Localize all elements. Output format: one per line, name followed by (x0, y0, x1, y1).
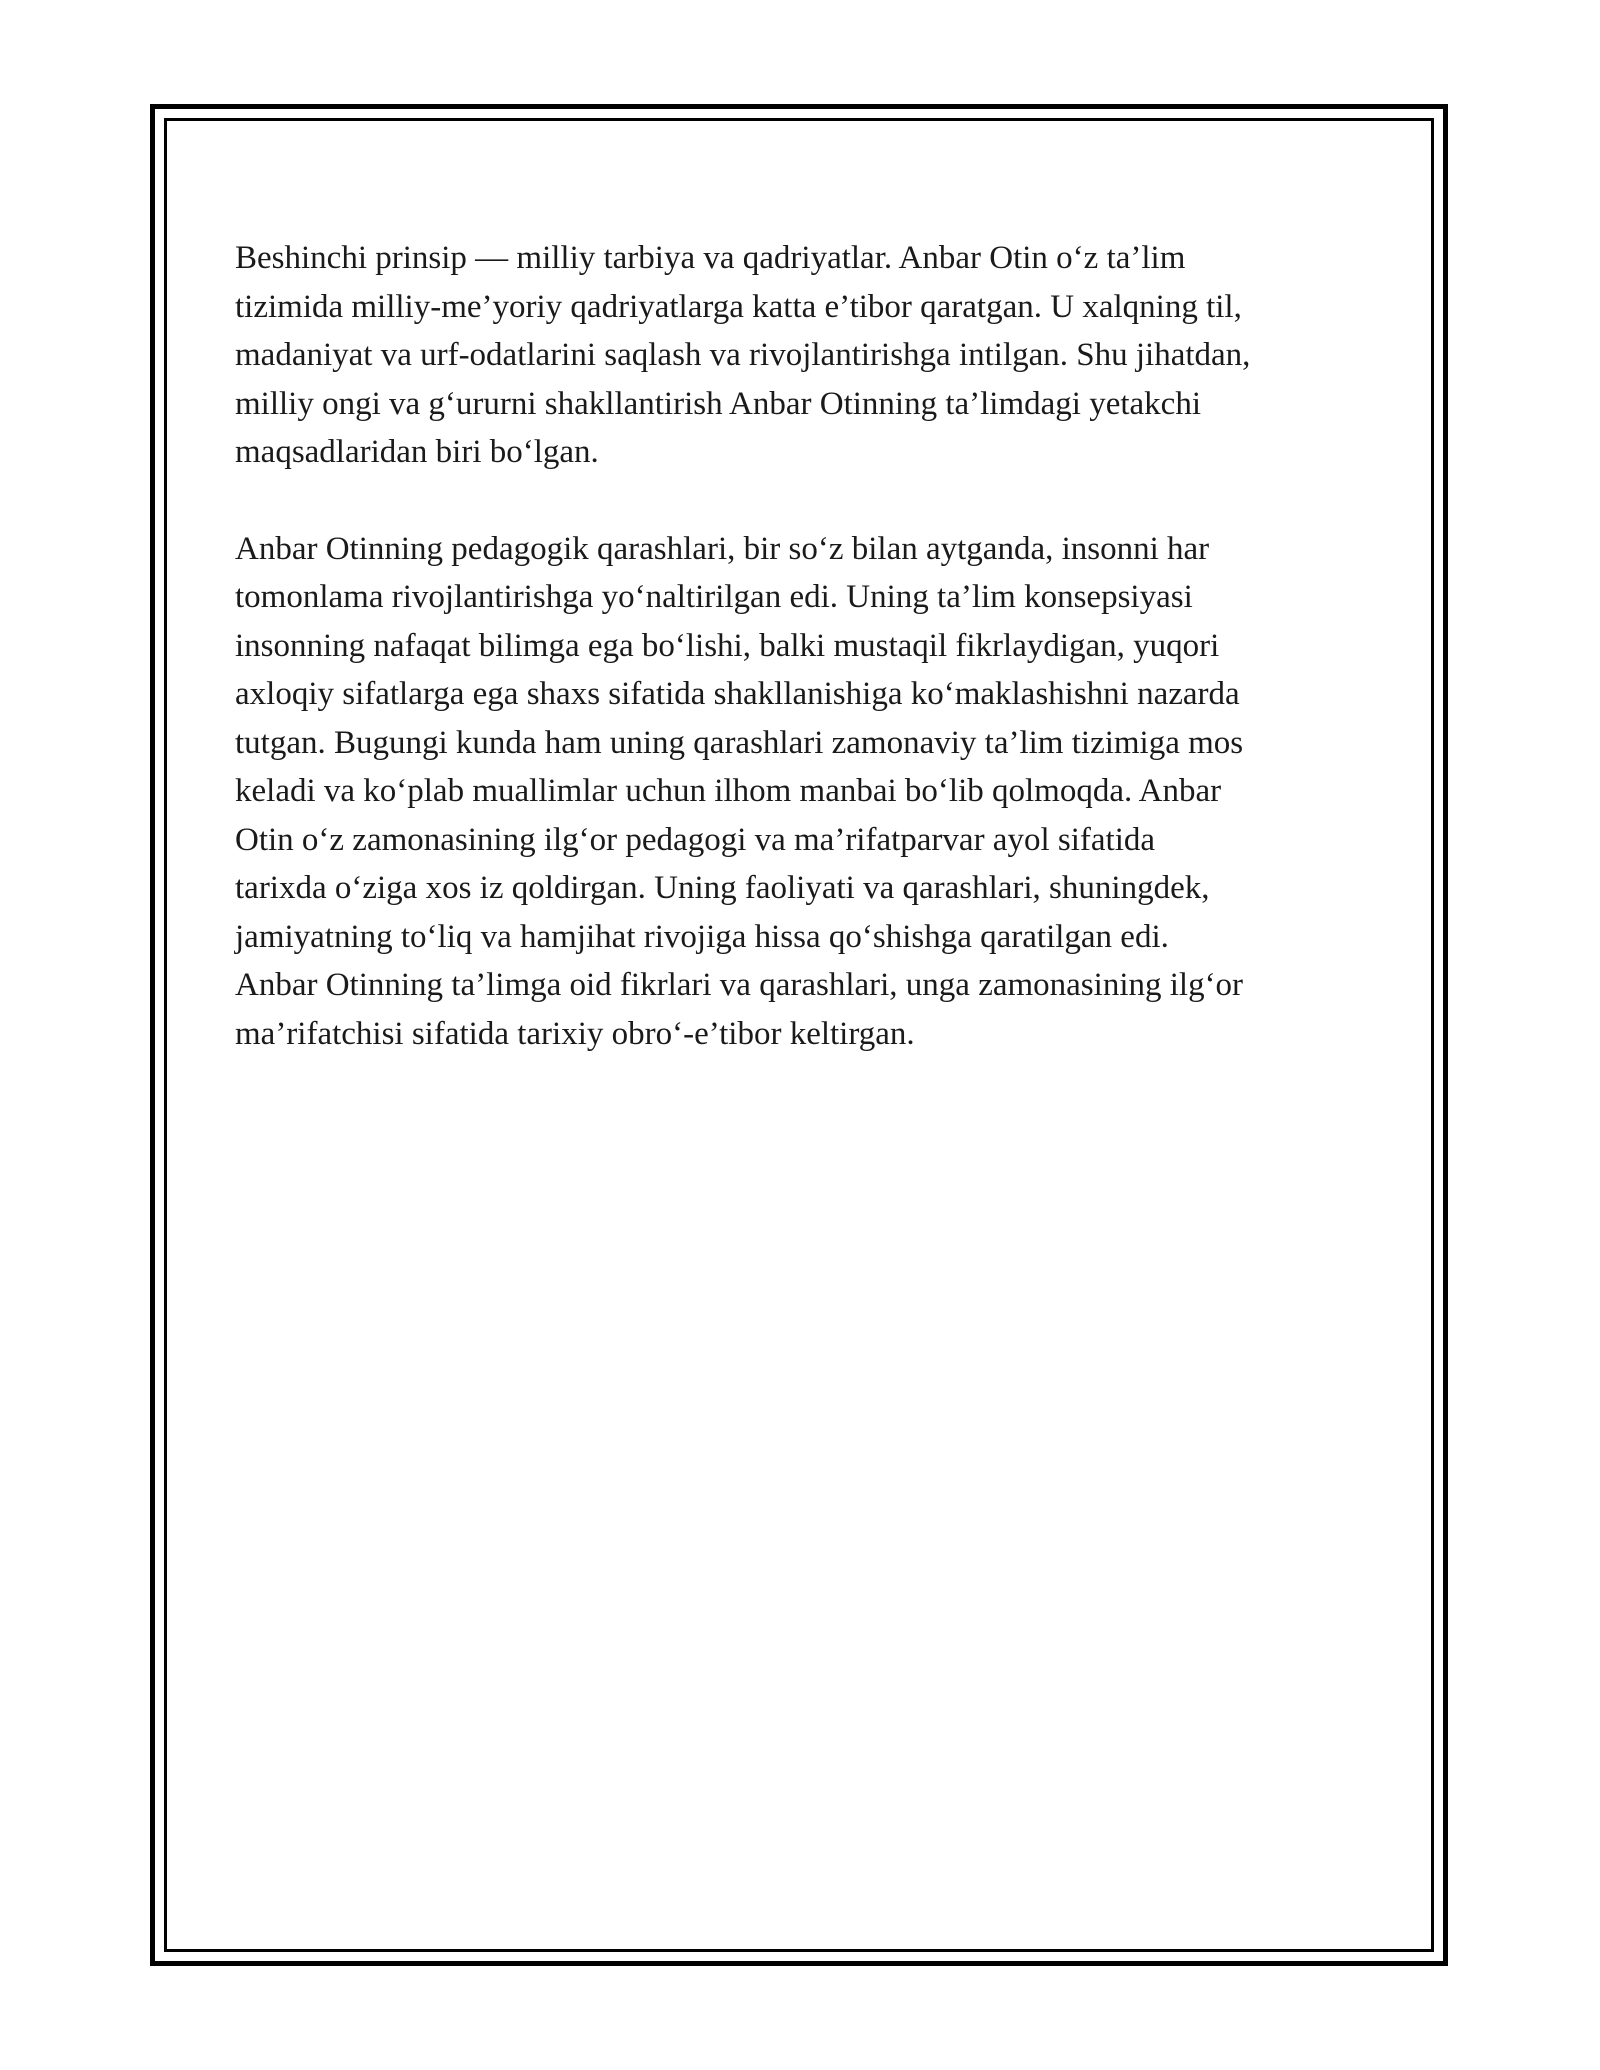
text-line: tomonlama rivojlantirishga yo‘naltirilgan edi. Uning ta’lim konsepsiyasi (235, 579, 1193, 615)
paragraph-1 (235, 234, 1375, 477)
text-line: maqsadlaridan biri bo‘lgan. (235, 434, 599, 470)
text-line: Otin o‘z zamonasining ilg‘or pedagogi va ma’rifatparvar ayol sifatida (235, 821, 1156, 858)
text-line: Anbar Otinning ta’limga oid fikrlari va qarashlari, unga zamonasining ilg‘or (235, 967, 1244, 1003)
text-line: jamiyatning to‘liq va hamjihat rivojiga hissa qo‘shishga qaratilgan edi. (235, 918, 1169, 955)
text-line: tutgan. Bugungi kunda ham uning qarashlari zamonaviy ta’lim tizimiga mos (235, 724, 1244, 761)
text-line: Anbar Otinning pedagogik qarashlari, bir so‘z bilan aytganda, insonni har (235, 530, 1210, 567)
text-line: tizimida milliy-me’yoriy qadriyatlarga katta e’tibor qaratgan. U xalqning til, (235, 288, 1242, 325)
text-line: keladi va ko‘plab muallimlar uchun ilhom manbai bo‘lib qolmoqda. Anbar (235, 773, 1222, 809)
paragraph-2 (235, 525, 1375, 1059)
text-line: milliy ongi va g‘ururni shakllantirish Anbar Otinning ta’limdagi yetakchi (235, 385, 1201, 422)
text-line: ma’rifatchisi sifatida tarixiy obro‘-e’tibor keltirgan. (235, 1015, 915, 1052)
text-line: insonning nafaqat bilimga ega bo‘lishi, balki mustaqil fikrlaydigan, yuqori (235, 627, 1220, 664)
text-line: axloqiy sifatlarga ega shaxs sifatida shakllanishiga ko‘maklashishni nazarda (235, 676, 1240, 712)
text-line: tarixda o‘ziga xos iz qoldirgan. Uning faoliyati va qarashlari, shuningdek, (235, 870, 1210, 906)
document-body (235, 234, 1375, 1106)
text-line: Beshinchi prinsip — milliy tarbiya va qadriyatlar. Anbar Otin o‘z ta’lim (235, 240, 1186, 276)
text-line: madaniyat va urf-odatlarini saqlash va rivojlantirishga intilgan. Shu jihatdan, (235, 337, 1251, 373)
